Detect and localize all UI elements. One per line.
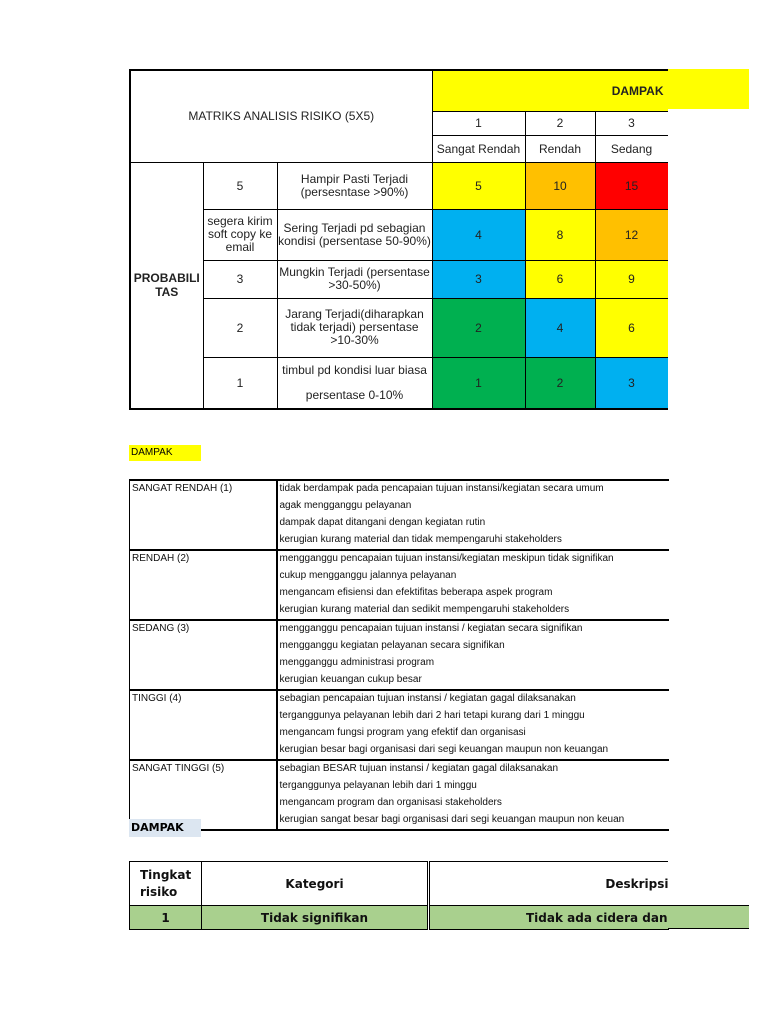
dampak-category: SANGAT TINGGI (5) [130, 760, 277, 778]
prob-desc-4: Sering Terjadi pd sebagian kondisi (persentase 50-90%) [277, 209, 432, 260]
dampak-header-extension [668, 69, 749, 109]
matrix-cell: 15 [595, 162, 668, 209]
matrix-cell: 12 [595, 209, 668, 260]
matrix-cell: 6 [525, 260, 595, 298]
dampak-row [130, 690, 669, 708]
matrix-cell: 6 [595, 298, 668, 357]
matrix-cell: 3 [432, 260, 525, 298]
dampak-row [130, 515, 669, 532]
dampak-row [130, 638, 669, 655]
dampak-description: kerugian sangat besar bagi organisasi dari segi keuangan maupun non keuan [277, 812, 669, 830]
dampak-row [130, 568, 669, 585]
impact-label-2: Rendah [525, 135, 595, 162]
dampak-description: tidak berdampak pada pencapaian tujuan instansi/kegiatan secara umum [277, 480, 669, 498]
dampak-category [130, 638, 277, 655]
impact-label-3: Sedang [595, 135, 668, 162]
dampak-category [130, 725, 277, 742]
dampak-category [130, 498, 277, 515]
dampak-description: mengancam fungsi program yang efektif dan organisasi [279, 727, 526, 738]
prob-level-4: segera kirim soft copy ke email [203, 209, 277, 260]
dampak-description: agak mengganggu pelayanan [279, 500, 412, 511]
prob-desc-3: Mungkin Terjadi (persentase >30-50%) [277, 260, 432, 298]
dampak-row [130, 602, 669, 620]
dampak-description: mengancam program dan organisasi stakeholders [279, 797, 502, 808]
dampak-category [130, 602, 277, 620]
dampak-description: cukup mengganggu jalannya pelayanan [279, 570, 457, 581]
dampak-description: kerugian kurang material dan sedikit mempengaruhi stakeholders [279, 604, 570, 615]
dampak-description: kerugian besar bagi organisasi dari segi keuangan maupun non keuangan [279, 744, 609, 755]
matrix-cell: 5 [432, 162, 525, 209]
prob-level-5: 5 [203, 162, 277, 209]
dampak-description: mengganggu pencapaian tujuan instansi / kegiatan secara signifikan [277, 620, 669, 638]
dampak-row [130, 742, 669, 760]
matrix-cell: 4 [525, 298, 595, 357]
dampak-category [130, 532, 277, 550]
dampak-description: sebagian pencapaian tujuan instansi / kegiatan gagal dilaksanakan [277, 690, 669, 708]
dampak-row [130, 778, 669, 795]
dampak-category [130, 708, 277, 725]
matrix-title: MATRIKS ANALISIS RISIKO (5X5) [130, 70, 432, 162]
prob-desc-5: Hampir Pasti Terjadi (persesntase >90%) [277, 162, 432, 209]
dampak-row [130, 672, 669, 690]
dampak-description: mengancam efisiensi dan efektifitas beberapa aspek program [279, 587, 553, 598]
dampak-row [130, 620, 669, 638]
dampak-row [130, 795, 669, 812]
dampak-category: SANGAT RENDAH (1) [130, 480, 277, 498]
dampak-category [130, 742, 277, 760]
level-1-cell: 1 [130, 906, 202, 930]
matrix-cell: 10 [525, 162, 595, 209]
dampak-category [130, 655, 277, 672]
dampak-category [130, 585, 277, 602]
prob-desc-2: Jarang Terjadi(diharapkan tidak terjadi) persentase >10-30% [277, 298, 432, 357]
prob-level-3: 3 [203, 260, 277, 298]
prob-level-1: 1 [203, 357, 277, 409]
dampak-description: sebagian BESAR tujuan instansi / kegiatan gagal dilaksanakan [277, 760, 669, 778]
dampak-description: dampak dapat ditangani dengan kegiatan rutin [279, 517, 486, 528]
dampak-description: mengganggu pencapaian tujuan instansi/kegiatan meskipun tidak signifikan [277, 550, 669, 568]
matrix-cell: 3 [595, 357, 668, 409]
dampak-category [130, 795, 277, 812]
dampak-category [130, 672, 277, 690]
dampak-category: RENDAH (2) [130, 550, 277, 568]
dampak-description: mengganggu kegiatan pelayanan secara signifikan [279, 640, 505, 651]
header-tingkat-risiko: Tingkat risiko [130, 862, 202, 906]
dampak-label: DAMPAK [129, 445, 201, 461]
risk-level-table [129, 861, 669, 930]
dampak-row [130, 725, 669, 742]
impact-num-1: 1 [432, 111, 525, 135]
dampak-category [130, 568, 277, 585]
dampak-category [130, 778, 277, 795]
prob-desc-1: timbul pd kondisi luar biasa persentase 0-10% [277, 357, 432, 409]
header-kategori: Kategori [202, 862, 429, 906]
dampak-table [129, 479, 669, 831]
lower-table-crop [668, 860, 768, 904]
matrix-cell: 8 [525, 209, 595, 260]
dampak-row [130, 532, 669, 550]
dampak-category: SEDANG (3) [130, 620, 277, 638]
dampak-row [130, 585, 669, 602]
matrix-cell: 1 [432, 357, 525, 409]
dampak-category [130, 515, 277, 532]
impact-num-2: 2 [525, 111, 595, 135]
dampak-description: kerugian kurang material dan tidak mempengaruhi stakeholders [279, 534, 562, 545]
dampak-category: TINGGI (4) [130, 690, 277, 708]
probability-label: PROBABILI TAS [130, 162, 203, 409]
matrix-cell: 2 [525, 357, 595, 409]
dampak-row [130, 708, 669, 725]
dampak-description: terganggunya pelayanan lebih dari 2 hari tetapi kurang dari 1 minggu [279, 710, 585, 721]
matrix-cell: 4 [432, 209, 525, 260]
dampak-description: mengganggu administrasi program [279, 657, 435, 668]
dampak-row [130, 498, 669, 515]
dampak-description: terganggunya pelayanan lebih dari 1 minggu [279, 780, 477, 791]
dampak-row [130, 550, 669, 568]
level-1-description: Tidak ada cidera dan [429, 906, 669, 930]
matrix-cell: 9 [595, 260, 668, 298]
impact-num-3: 3 [595, 111, 668, 135]
matrix-cell: 2 [432, 298, 525, 357]
prob-level-2: 2 [203, 298, 277, 357]
dampak-description: kerugian keuangan cukup besar [279, 674, 422, 685]
dampak-row [130, 655, 669, 672]
dampak-header: DAMPAK [432, 70, 668, 111]
header-deskripsi: Deskripsi [429, 862, 669, 906]
risk-matrix [129, 69, 669, 410]
lower-table-extension [668, 905, 749, 929]
crop-mask [668, 109, 768, 414]
dampak-row [130, 812, 669, 830]
level-1-category: Tidak signifikan [202, 906, 429, 930]
impact-label-1: Sangat Rendah [432, 135, 525, 162]
dampak-label-2: DAMPAK [129, 819, 201, 837]
dampak-row [130, 760, 669, 778]
dampak-row [130, 480, 669, 498]
